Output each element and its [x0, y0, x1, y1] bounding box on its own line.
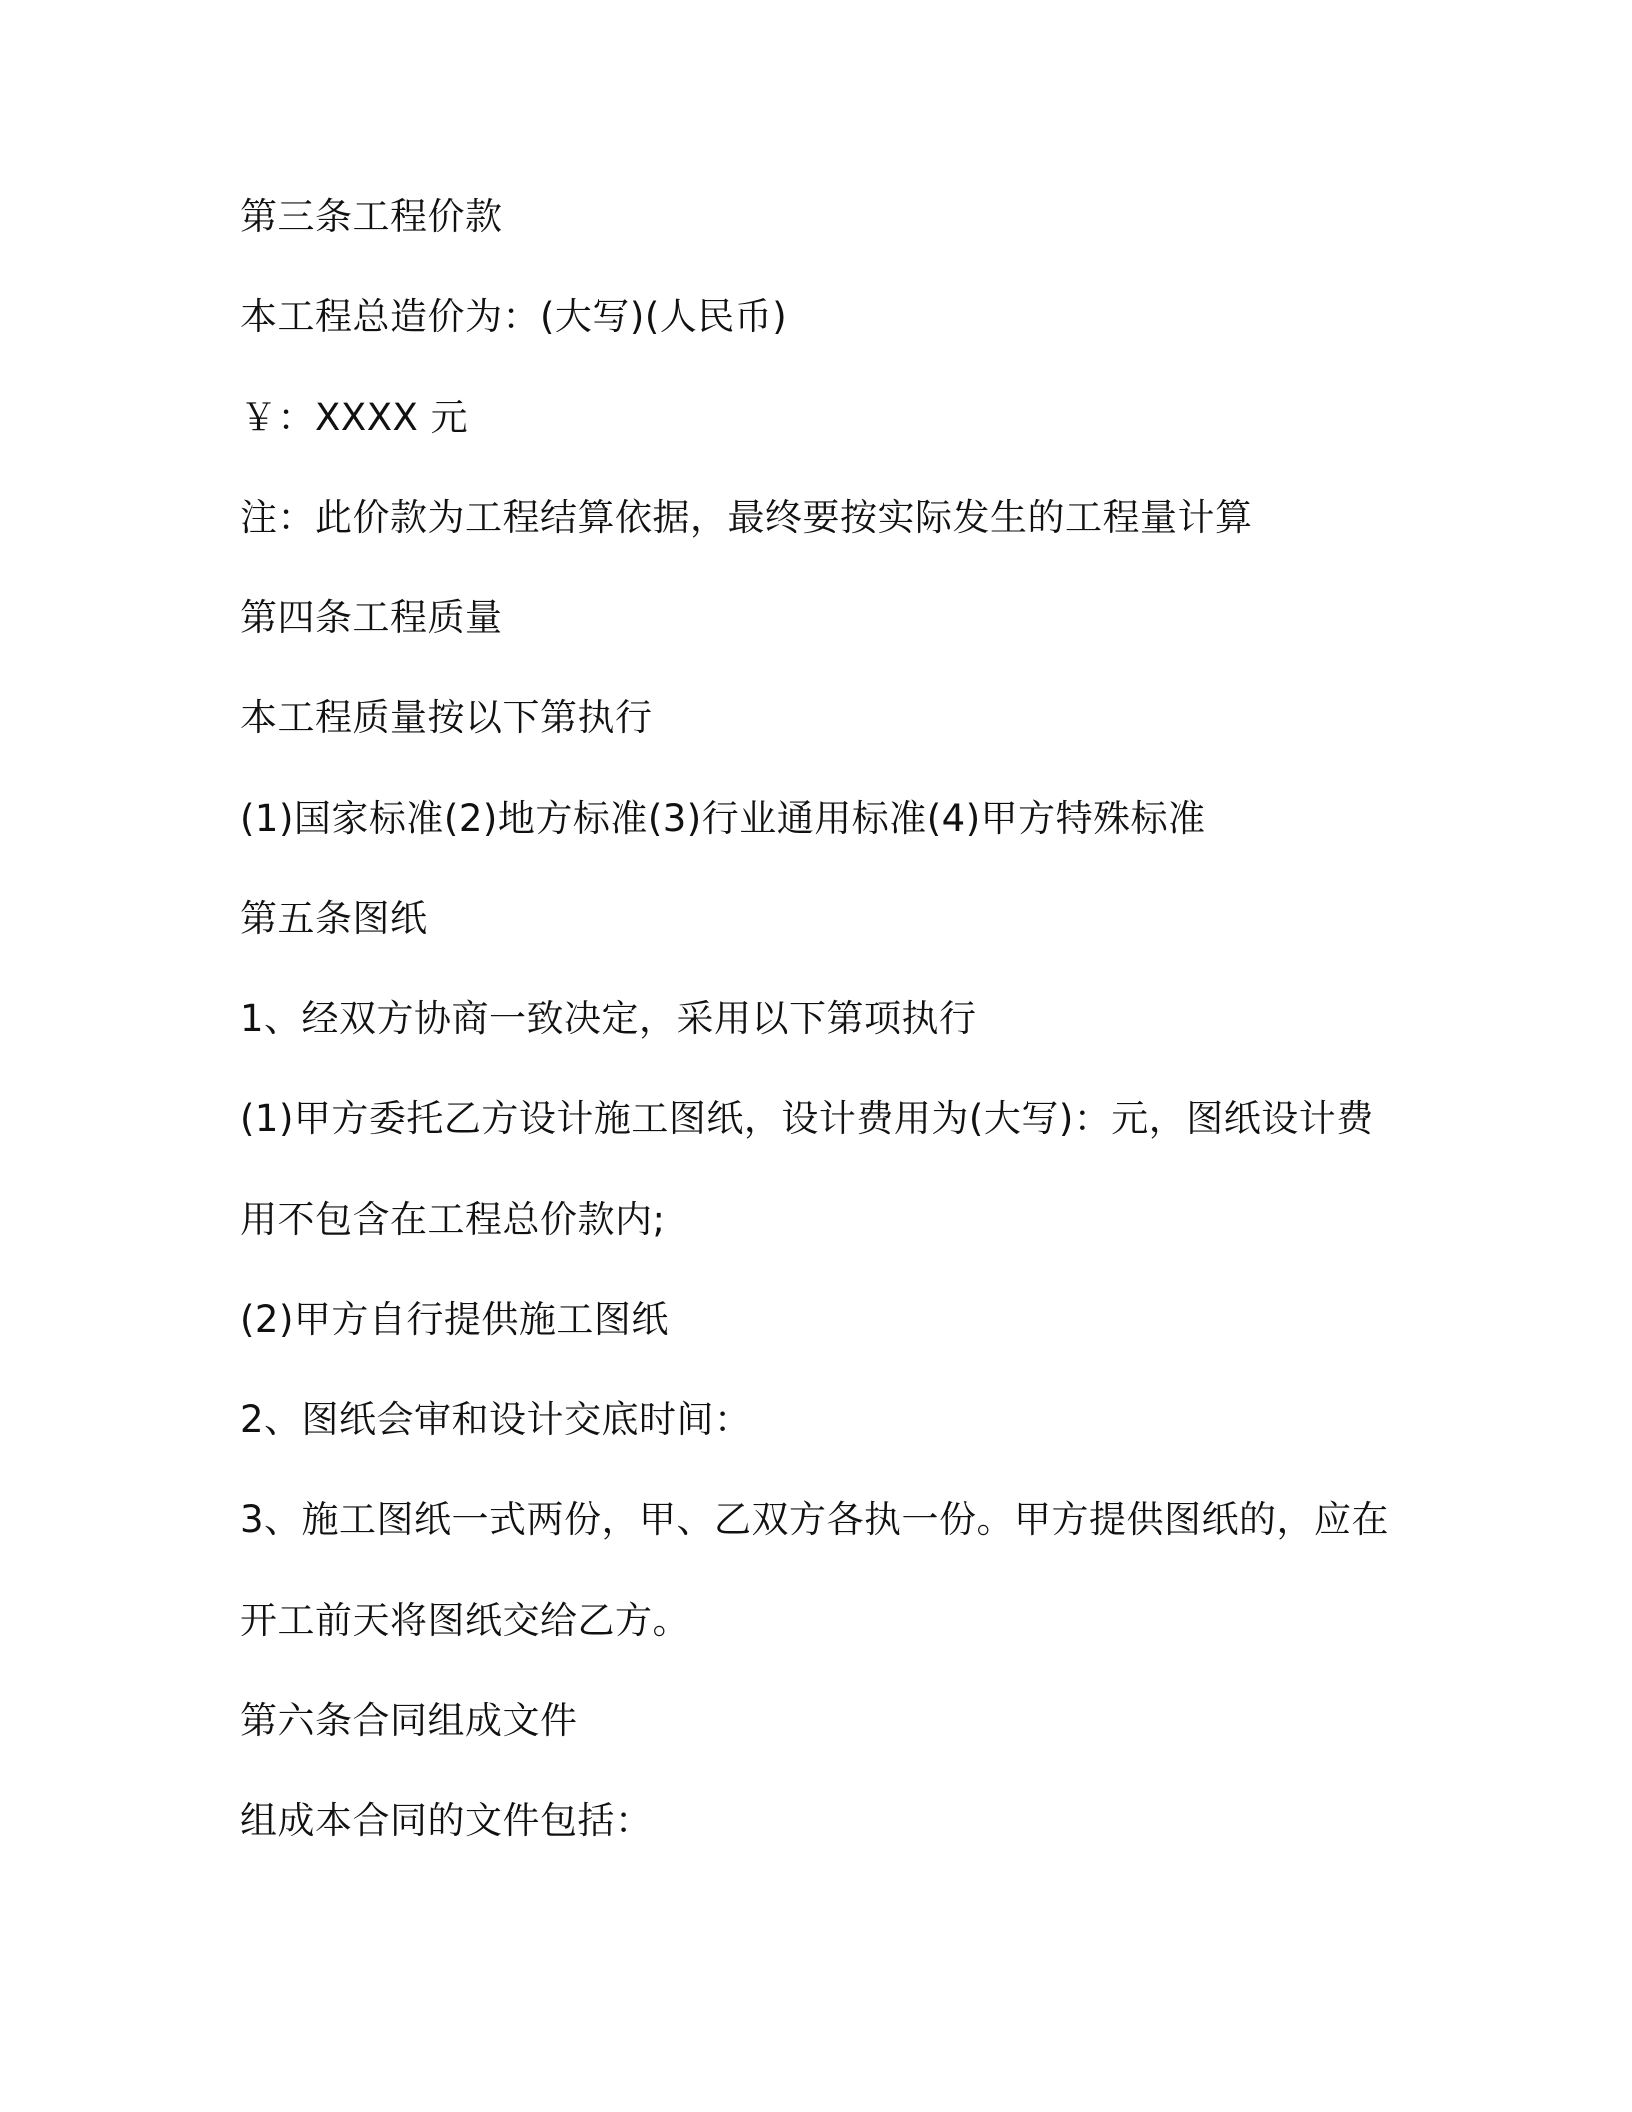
contract-docs-line: 组成本合同的文件包括：: [240, 1799, 653, 1842]
drawings-option-1-cont: 用不包含在工程总价款内;: [240, 1198, 666, 1241]
article-6-heading: 第六条合同组成文件: [240, 1699, 578, 1742]
drawings-option-1: (1)甲方委托乙方设计施工图纸，设计费用为(大写)：元，图纸设计费: [240, 1097, 1374, 1140]
article-4-heading: 第四条工程质量: [240, 596, 503, 639]
total-price-line: 本工程总造价为：(大写)(人民币): [240, 295, 788, 338]
quality-standards-line: (1)国家标准(2)地方标准(3)行业通用标准(4)甲方特殊标准: [240, 797, 1206, 840]
article-5-heading: 第五条图纸: [240, 897, 428, 940]
price-amount-line: ￥：XXXX 元: [240, 396, 469, 439]
quality-line: 本工程质量按以下第执行: [240, 696, 653, 739]
article-3-heading: 第三条工程价款: [240, 195, 503, 238]
drawings-item-3: 3、施工图纸一式两份，甲、乙双方各执一份。甲方提供图纸的，应在: [240, 1498, 1390, 1541]
drawings-item-1: 1、经双方协商一致决定，采用以下第项执行: [240, 997, 977, 1040]
price-note-line: 注：此价款为工程结算依据，最终要按实际发生的工程量计算: [240, 496, 1253, 539]
drawings-item-2: 2、图纸会审和设计交底时间：: [240, 1398, 752, 1441]
drawings-option-2: (2)甲方自行提供施工图纸: [240, 1298, 669, 1341]
drawings-item-3-cont: 开工前天将图纸交给乙方。: [240, 1599, 690, 1642]
